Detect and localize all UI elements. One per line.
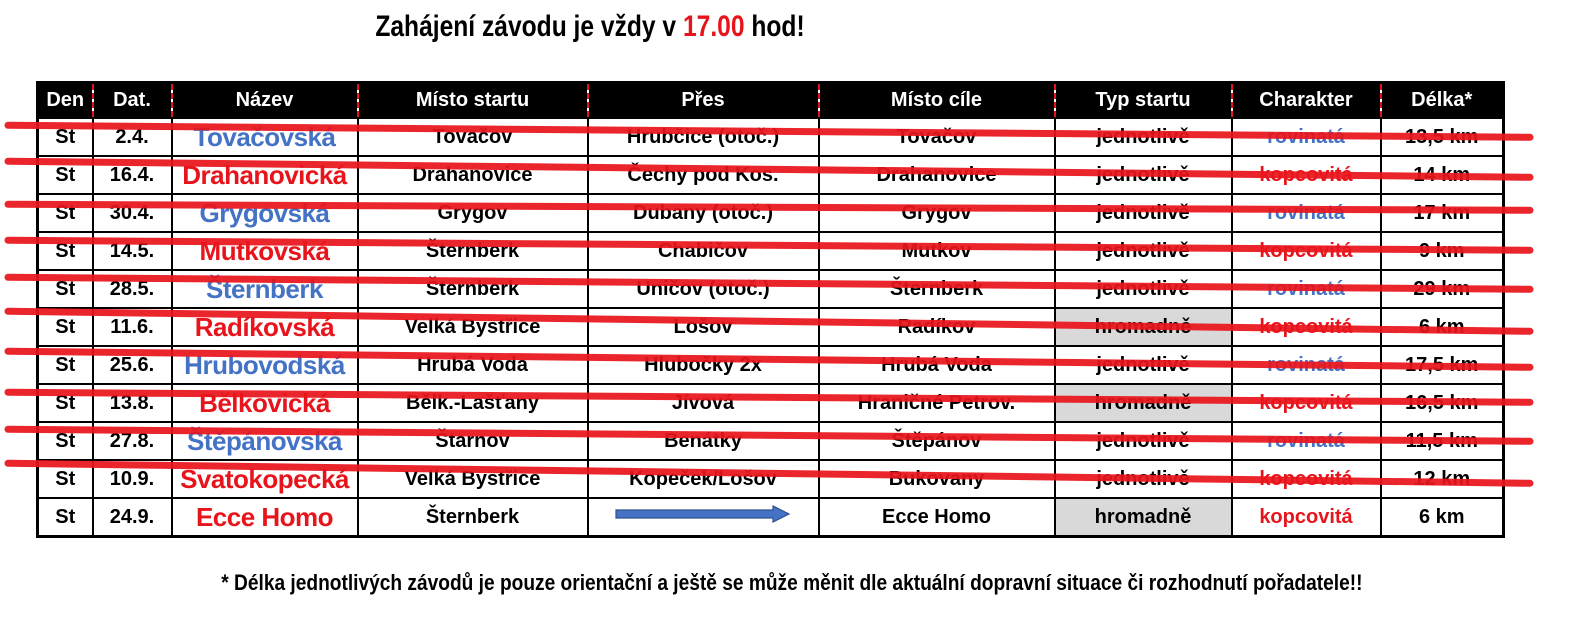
cell-delka: 17 km [1381, 194, 1504, 232]
table-row [38, 422, 1504, 460]
cell-misto-cile: Hraničné Petrov. [819, 384, 1055, 422]
header-nazev: Název [172, 83, 358, 119]
table-row [38, 156, 1504, 194]
header-misto-startu: Místo startu [358, 83, 588, 119]
cell-misto-cile: Grygov [819, 194, 1055, 232]
cell-nazev: Štěpánovská [172, 422, 358, 460]
cell-dat: 13.8. [93, 384, 172, 422]
cell-dat: 16.4. [93, 156, 172, 194]
cell-misto-cile: Šternberk [819, 270, 1055, 308]
cell-nazev: Radíkovská [172, 308, 358, 346]
right-arrow-icon [615, 505, 791, 529]
header-charakter: Charakter [1232, 83, 1381, 119]
race-start-headline [106, 10, 1074, 44]
cell-misto-cile: Tovačov [819, 118, 1055, 156]
cell-den: St [38, 194, 93, 232]
footnote [0, 570, 1584, 596]
header-misto-cile: Místo cíle [819, 83, 1055, 119]
cell-den: St [38, 270, 93, 308]
table-header-row [38, 83, 1504, 119]
cell-misto-startu: Šternberk [358, 498, 588, 537]
table-row [38, 194, 1504, 232]
cell-misto-startu: Velká Bystřice [358, 308, 588, 346]
cell-den: St [38, 422, 93, 460]
cell-misto-startu: Grygov [358, 194, 588, 232]
race-schedule-table [36, 81, 1505, 538]
cell-dat: 28.5. [93, 270, 172, 308]
header-delka: Délka* [1381, 83, 1504, 119]
cell-delka: 14 km [1381, 156, 1504, 194]
cell-pres: Dubany (otoč.) [588, 194, 819, 232]
cell-dat: 25.6. [93, 346, 172, 384]
cell-misto-startu: Tovačov [358, 118, 588, 156]
cell-misto-cile: Drahanovice [819, 156, 1055, 194]
cell-nazev: Hrubovodská [172, 346, 358, 384]
header-dat: Dat. [93, 83, 172, 119]
cell-misto-startu: Štarnov [358, 422, 588, 460]
cell-delka: 12 km [1381, 460, 1504, 498]
cell-pres: Čechy pod Kos. [588, 156, 819, 194]
cell-nazev: Bělkovická [172, 384, 358, 422]
cell-typ-startu: jednotlivě [1055, 422, 1232, 460]
cell-misto-startu: Hrubá Voda [358, 346, 588, 384]
cell-nazev: Drahanovická [172, 156, 358, 194]
cell-delka: 17,5 km [1381, 346, 1504, 384]
cell-dat: 27.8. [93, 422, 172, 460]
cell-misto-cile: Mutkov [819, 232, 1055, 270]
cell-nazev: Svatokopecká [172, 460, 358, 498]
cell-pres: Jívová [588, 384, 819, 422]
cell-den: St [38, 156, 93, 194]
headline-time: 17.00 [682, 10, 745, 43]
table-row [38, 308, 1504, 346]
cell-charakter: kopcovitá [1232, 156, 1381, 194]
cell-delka: 6 km [1381, 498, 1504, 537]
cell-delka: 13,5 km [1381, 118, 1504, 156]
cell-charakter: kopcovitá [1232, 460, 1381, 498]
cell-dat: 2.4. [93, 118, 172, 156]
table-row [38, 270, 1504, 308]
cell-delka: 9 km [1381, 232, 1504, 270]
cell-typ-startu: jednotlivě [1055, 460, 1232, 498]
cell-pres: Kopeček/Lošov [588, 460, 819, 498]
cell-typ-startu: jednotlivě [1055, 194, 1232, 232]
header-typ-startu: Typ startu [1055, 83, 1232, 119]
cell-dat: 14.5. [93, 232, 172, 270]
table-row [38, 460, 1504, 498]
cell-typ-startu: hromadně [1055, 498, 1232, 537]
cell-charakter: rovinatá [1232, 194, 1381, 232]
cell-den: St [38, 384, 93, 422]
cell-delka: 11,5 km [1381, 422, 1504, 460]
table-row [38, 232, 1504, 270]
cell-pres: Uničov (otoč.) [588, 270, 819, 308]
cell-misto-startu: Šternberk [358, 232, 588, 270]
cell-misto-cile: Ecce Homo [819, 498, 1055, 537]
header-pres: Přes [588, 83, 819, 119]
cell-nazev: Mutkovská [172, 232, 358, 270]
cell-pres: Hlubočky 2x [588, 346, 819, 384]
cell-pres: Benátky [588, 422, 819, 460]
cell-misto-startu: Velká Bystřice [358, 460, 588, 498]
table-row [38, 384, 1504, 422]
cell-pres: Lošov [588, 308, 819, 346]
cell-misto-cile: Štěpánov [819, 422, 1055, 460]
cell-pres [588, 498, 819, 537]
cell-misto-startu: Bělk.-Lašťany [358, 384, 588, 422]
cell-den: St [38, 232, 93, 270]
cell-misto-cile: Hrubá Voda [819, 346, 1055, 384]
header-den: Den [38, 83, 93, 119]
cell-nazev: Ecce Homo [172, 498, 358, 537]
cell-typ-startu: jednotlivě [1055, 156, 1232, 194]
footnote-text: * Délka jednotlivých závodů je pouze orientační a ještě se může měnit dle aktuální dopravní situace či rozhodnutí pořadatele!! [221, 570, 1363, 595]
cell-nazev: Grygovská [172, 194, 358, 232]
cell-misto-startu: Drahanovice [358, 156, 588, 194]
cell-typ-startu: hromadně [1055, 308, 1232, 346]
cell-charakter: rovinatá [1232, 346, 1381, 384]
table-row [38, 498, 1504, 537]
table-body [38, 118, 1504, 537]
cell-delka: 16,5 km [1381, 384, 1504, 422]
cell-typ-startu: jednotlivě [1055, 346, 1232, 384]
cell-typ-startu: hromadně [1055, 384, 1232, 422]
cell-typ-startu: jednotlivě [1055, 270, 1232, 308]
cell-typ-startu: jednotlivě [1055, 232, 1232, 270]
cell-den: St [38, 308, 93, 346]
cell-dat: 10.9. [93, 460, 172, 498]
cell-dat: 24.9. [93, 498, 172, 537]
cell-pres: Hrubčice (otoč.) [588, 118, 819, 156]
cell-pres: Chabičov [588, 232, 819, 270]
cell-typ-startu: jednotlivě [1055, 118, 1232, 156]
cell-dat: 30.4. [93, 194, 172, 232]
cell-misto-cile: Bukovany [819, 460, 1055, 498]
cell-charakter: rovinatá [1232, 270, 1381, 308]
cell-charakter: rovinatá [1232, 118, 1381, 156]
cell-nazev: Šternberk [172, 270, 358, 308]
cell-charakter: kopcovitá [1232, 384, 1381, 422]
cell-den: St [38, 498, 93, 537]
cell-den: St [38, 118, 93, 156]
cell-misto-startu: Šternberk [358, 270, 588, 308]
cell-den: St [38, 346, 93, 384]
cell-charakter: kopcovitá [1232, 232, 1381, 270]
cell-nazev: Tovačovská [172, 118, 358, 156]
table-row [38, 118, 1504, 156]
cell-charakter: kopcovitá [1232, 498, 1381, 537]
headline-suffix: hod! [751, 10, 805, 43]
cell-charakter: kopcovitá [1232, 308, 1381, 346]
cell-misto-cile: Radíkov [819, 308, 1055, 346]
cell-delka: 6 km [1381, 308, 1504, 346]
table-row [38, 346, 1504, 384]
cell-dat: 11.6. [93, 308, 172, 346]
headline-prefix: Zahájení závodu je vždy v [375, 10, 677, 43]
cell-charakter: rovinatá [1232, 422, 1381, 460]
cell-delka: 29 km [1381, 270, 1504, 308]
cell-den: St [38, 460, 93, 498]
